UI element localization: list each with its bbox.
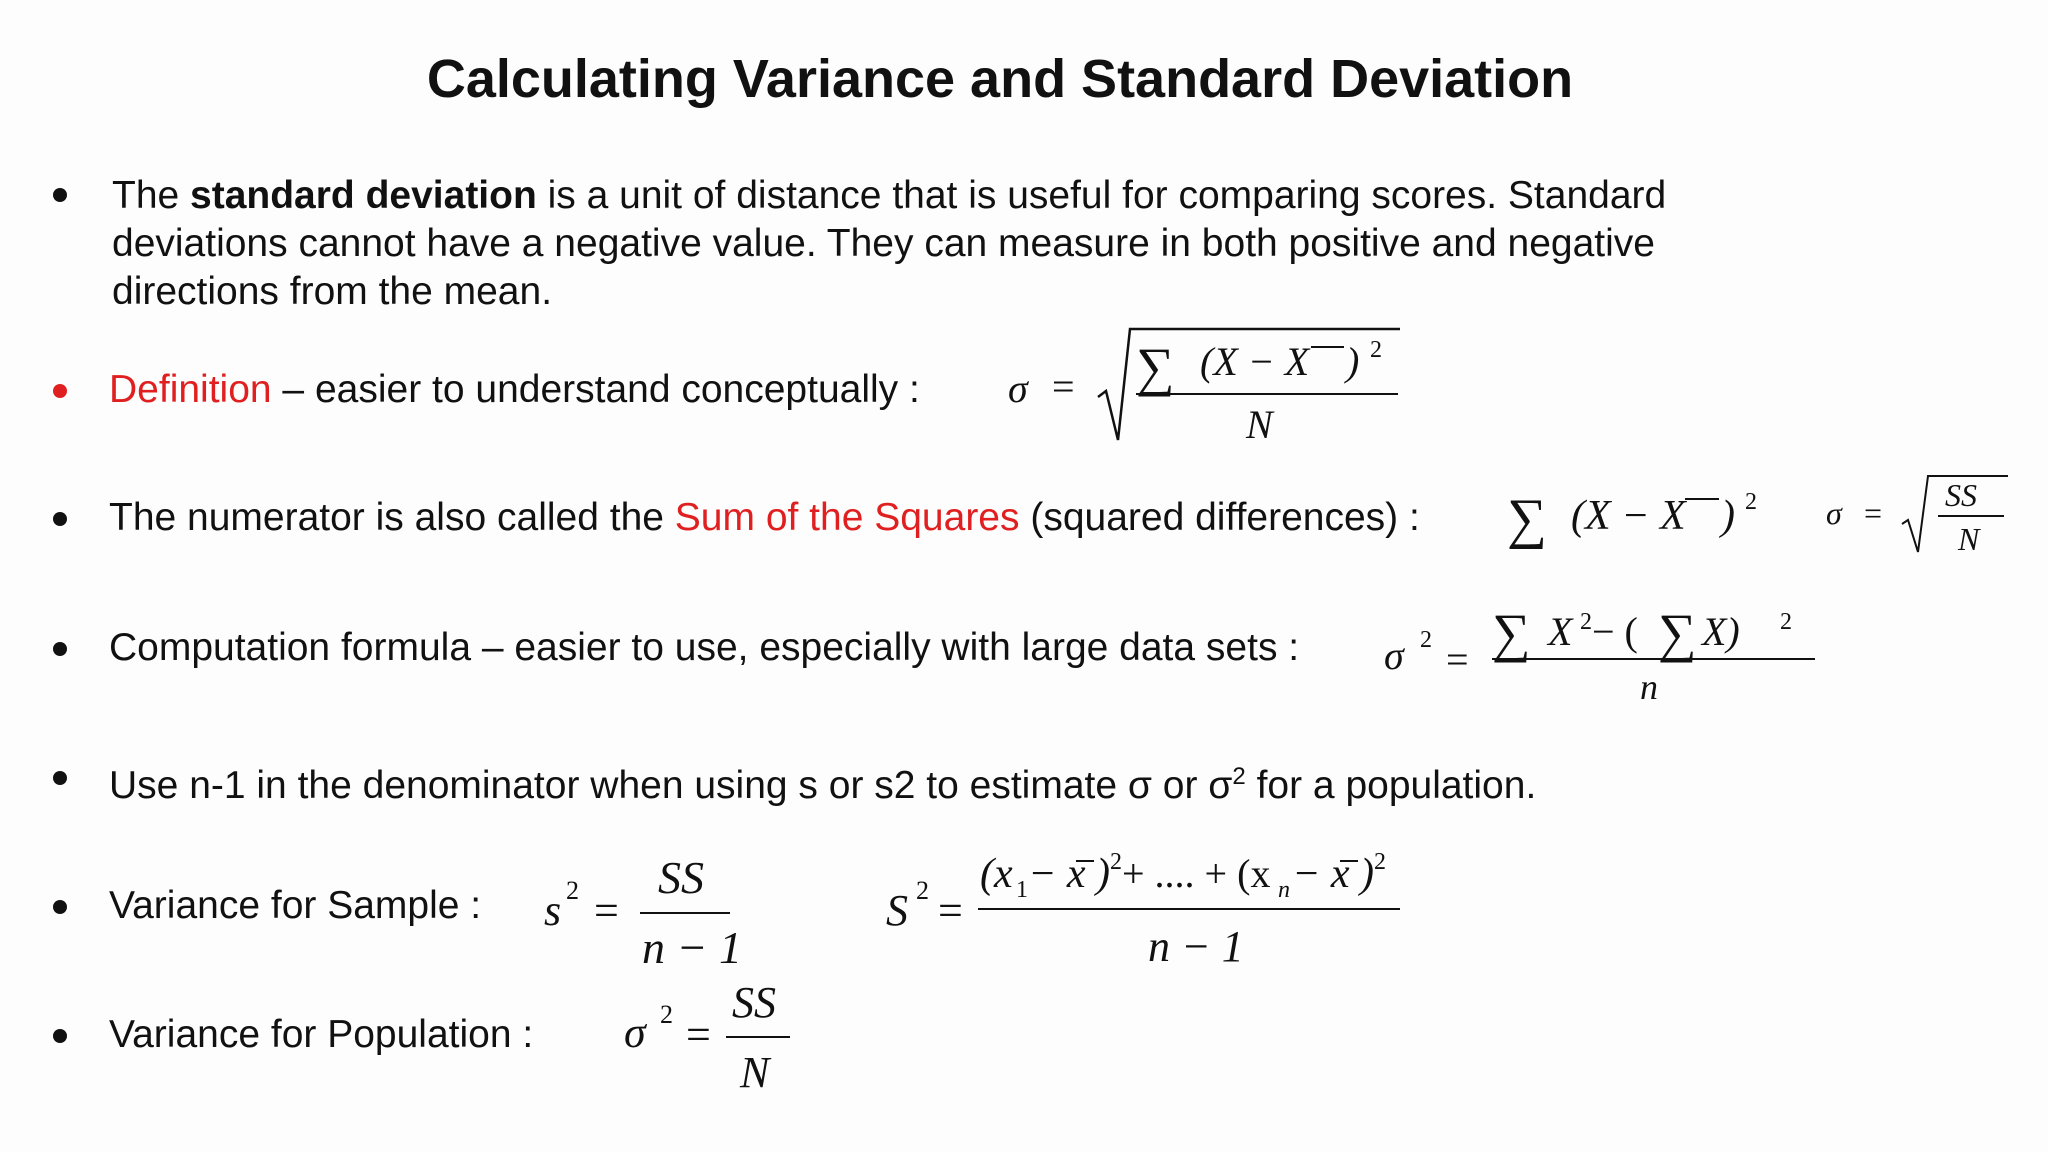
bullet-use-n-minus-1 [109, 753, 1536, 810]
expanded-part-e: − x [1292, 851, 1350, 897]
bullet-dot [53, 1029, 67, 1043]
bullet-variance-sample: Variance for Sample : [109, 884, 482, 927]
text-span: – easier to understand conceptually : [271, 368, 920, 411]
denominator: n − 1 [1148, 922, 1244, 971]
sum-symbol: ∑ [1658, 603, 1697, 663]
equals-sign: = [938, 886, 963, 935]
text-span: for a population. [1245, 764, 1537, 807]
numerator: SS [732, 978, 776, 1027]
bullet-dot [53, 771, 67, 785]
expanded-part-f: ) [1360, 851, 1374, 897]
denominator: n [1640, 667, 1658, 707]
denominator: N [1958, 521, 1980, 557]
bullet-sum-of-squares [109, 494, 1420, 542]
definition-formula [1000, 325, 1410, 450]
slide-title: Calculating Variance and Standard Deviation [426, 49, 1574, 109]
sum-of-squares-formula [1505, 475, 1785, 550]
sum-symbol: ∑ [1136, 337, 1175, 397]
superscript: 2 [1232, 763, 1246, 790]
denominator: N [740, 1048, 770, 1097]
equals-sign: = [594, 886, 619, 935]
equals-sign: = [1446, 637, 1469, 682]
text-span: The numerator is also called the [109, 496, 675, 539]
comp-minus-open: − ( [1592, 609, 1638, 654]
equals-sign: = [686, 1010, 711, 1059]
numerator: SS [1945, 477, 1977, 513]
numerator-close: ) [1346, 339, 1360, 384]
expanded-part-b: − x [1028, 851, 1086, 897]
expanded-part-d: + .... + (x [1122, 851, 1271, 896]
equals-sign: = [1052, 364, 1075, 409]
bullet-dot [53, 642, 67, 656]
bullet-standard-deviation-line-2: deviations cannot have a negative value. They can measure in both positive and negative [112, 222, 1655, 265]
comp-x-close: X) [1702, 609, 1740, 654]
sample-variance-expanded-formula [880, 845, 1410, 975]
bullet-definition [109, 366, 920, 414]
sigma-symbol: σ [1826, 495, 1842, 531]
ss-expr-close: ) [1721, 493, 1735, 539]
exponent: 2 [1370, 337, 1382, 363]
sum-symbol: ∑ [1507, 488, 1547, 550]
exponent: 2 [660, 1000, 673, 1029]
S-symbol: S [886, 886, 908, 935]
denominator: N [1246, 402, 1273, 447]
s-symbol: s [544, 886, 562, 935]
bullet-dot [53, 900, 67, 914]
exponent: 2 [566, 876, 579, 905]
sigma-symbol: σ [624, 1008, 646, 1057]
sum-of-squares-term: Sum of the Squares [674, 496, 1020, 539]
sum-symbol: ∑ [1492, 603, 1531, 663]
numerator: SS [658, 852, 704, 903]
text-span: (squared differences) : [1019, 496, 1420, 539]
bullet-dot [53, 512, 67, 526]
bullet-standard-deviation-line-3: directions from the mean. [112, 270, 553, 313]
expanded-part-c: ) [1096, 851, 1110, 897]
computation-formula [1380, 595, 1820, 705]
exponent: 2 [1110, 849, 1122, 875]
bullet-dot [53, 188, 67, 202]
exponent: 2 [1420, 627, 1432, 653]
equals-sign: = [1864, 495, 1883, 531]
numerator-expr [1200, 339, 1311, 384]
text-span: The [112, 174, 191, 217]
sigma-ss-over-n-formula [1820, 470, 2010, 560]
denominator: n − 1 [642, 922, 743, 973]
sigma-symbol: σ [1008, 366, 1028, 411]
bullet-standard-deviation-line-1 [112, 172, 1666, 220]
expr-part: (X − X [1200, 339, 1310, 384]
exponent: 2 [1580, 609, 1592, 635]
definition-term: Definition [109, 368, 272, 411]
subscript-n: n [1278, 877, 1290, 903]
text-span: is a unit of distance that is useful for comparing scores. Standard [536, 174, 1667, 217]
sample-variance-formula [540, 845, 743, 975]
text-span: Use n-1 in the denominator when using s or s2 to estimate σ or σ [109, 764, 1233, 807]
exponent: 2 [1780, 609, 1792, 635]
bold-term: standard deviation [190, 174, 537, 217]
bullet-dot [53, 384, 67, 398]
bullet-variance-population: Variance for Population : [109, 1013, 534, 1056]
population-variance-formula [620, 975, 800, 1100]
subscript-1: 1 [1016, 877, 1028, 903]
sigma-symbol: σ [1384, 633, 1404, 678]
exponent: 2 [1374, 849, 1386, 875]
ss-expr: (X − X [1571, 493, 1686, 539]
expanded-part-a: (x [980, 851, 1013, 897]
bullet-computation-formula: Computation formula – easier to use, especially with large data sets : [109, 626, 1300, 669]
exponent: 2 [1745, 489, 1757, 515]
exponent: 2 [916, 876, 929, 905]
comp-x: X [1548, 609, 1573, 654]
